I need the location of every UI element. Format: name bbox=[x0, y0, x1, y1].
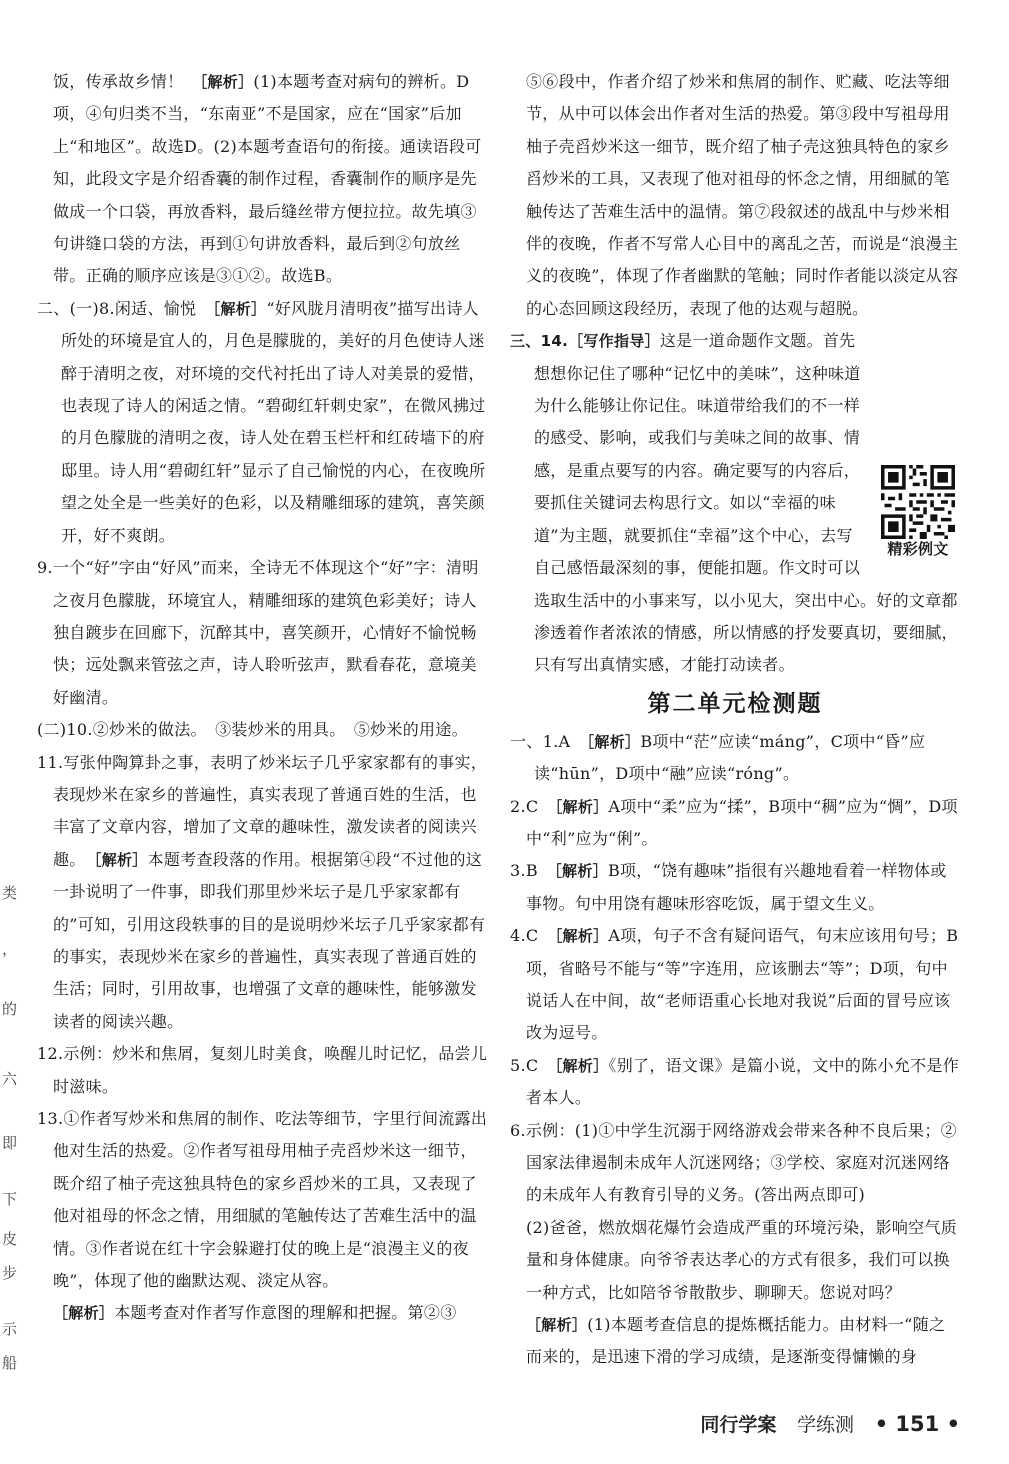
answer-paragraph bbox=[510, 791, 960, 856]
paragraph-text: 13.①作者写炒米和焦屑的制作、吃法等细节，字里行间流露出他对生活的热爱。②作者写祖母用柚子壳舀炒米这一细节，既介绍了柚子壳这独具特色的家乡舀炒米的工具，又表现了他对祖母的怀念之情，用细腻的笔触传达了苦难生活中的温情。③作者说在红十字会躲避打仗的晚上是“浪漫主义的夜晚”，体现了他的幽默达观、淡定从容。 bbox=[37, 1109, 488, 1291]
paragraph-text: 本题考查段落的作用。根据第④段“不过他的这一卦说明了一件事，即我们那里炒米坛子是几乎家家都有的”可知，引用这段轶事的目的是说明炒米坛子几乎家家都有的事实，表现炒米在家乡的普遍性，真实表现了普通百姓的生活；同时，引用故事，也增强了文章的趣味性，能够激发读者的阅读兴趣。 bbox=[53, 849, 486, 1031]
section-title: 第二单元检测题 bbox=[647, 690, 823, 717]
paragraph-text: B项中“茫”应读“máng”，C项中“昏”应读“hūn”，D项中“融”应读“róng”。 bbox=[534, 731, 926, 784]
analysis-tag: ［解析］ bbox=[554, 927, 609, 946]
answer-paragraph bbox=[510, 920, 960, 1050]
binding-edge-marks bbox=[0, 60, 28, 1400]
answer-paragraph bbox=[510, 855, 960, 920]
paragraph-text: 二、(一)8.闲适、愉悦 bbox=[37, 298, 213, 318]
paragraph-text: “好风胧月清明夜”描写出诗人所处的环境是宜人的，月色是朦胧的，美好的月色使诗人迷醉于清明之夜，对环境的交代衬托出了诗人对美景的爱惜，也表现了诗人的闲适之情。“碧砌红轩刺史家”，在微风拂过的月色朦胧的清明之夜，诗人处在碧玉栏杆和红砖墙下的府邸里。诗人用“碧砌红轩”显示了自己愉悦的内心，在夜晚所望之处全是一些美好的色彩，以及精雕细琢的建筑，喜笑颜开，好不爽朗。 bbox=[61, 298, 486, 545]
paragraph-text: 一、1.A bbox=[510, 731, 587, 751]
qr-caption: 精彩例文 bbox=[887, 540, 949, 559]
analysis-tag: ［解析］ bbox=[554, 1056, 609, 1075]
paragraph-text: (二)10.②炒米的做法。 ③装炒米的用具。 ⑤炒米的用途。 bbox=[37, 720, 468, 740]
answer-paragraph bbox=[37, 1297, 493, 1329]
paragraph-text: 这是一道命题作文题。首先想想你记住了哪种“记忆中的美味”，这种味道为什么能够让你记住。味道带给我们的不一样的感受、影响，或我们与美味之间的故事、情感，是重点要写的内容。确定要写的内容后，要抓住关键词去构思行文。如以“幸福的味道”为主题，就要抓住“幸福”这个中心，去写自己感悟最深刻的事，便能扣题。作文时可以选取生活中的小事来写，以小见大，突出中心。好的文章都渗透着作者浓浓的情感，所以情感的抒发要真切，要细腻，只有写出真情实感，才能打动读者。 bbox=[534, 331, 958, 675]
edge-mark: 示 bbox=[2, 1320, 18, 1338]
answer-paragraph bbox=[510, 1212, 960, 1309]
paragraph-text: ⑤⑥段中，作者介绍了炒米和焦屑的制作、贮藏、吃法等细节，从中可以体会出作者对生活的热爱。第③段中写祖母用柚子壳舀炒米这一细节，既介绍了柚子壳这独具特色的家乡舀炒米的工具，又表现了他对祖母的怀念之情，用细腻的笔触传达了苦难生活中的温情。第⑦段叙述的战乱中与炒米相伴的夜晚，作者不写常人心目中的离乱之苦，而说是“浪漫主义的夜晚”，体现了作者幽默的笔触；同时作者能以淡定从容的心态回顾这段经历，表现了他的达观与超脱。 bbox=[526, 72, 959, 318]
answer-paragraph bbox=[37, 66, 493, 293]
answer-paragraph bbox=[37, 552, 493, 714]
answer-paragraph bbox=[510, 1309, 960, 1374]
answer-paragraph bbox=[37, 293, 493, 552]
analysis-tag: ［解析］ bbox=[199, 73, 254, 91]
qr-code-icon[interactable] bbox=[881, 465, 955, 539]
answer-paragraph bbox=[510, 726, 960, 791]
analysis-tag: 三、14.［写作指导］ bbox=[510, 332, 660, 351]
analysis-tag: ［解析］ bbox=[554, 862, 608, 881]
analysis-tag: ［解析］ bbox=[53, 1304, 115, 1323]
paragraph-text: 2.C bbox=[510, 796, 555, 816]
answer-paragraph bbox=[510, 1050, 960, 1115]
answer-paragraph bbox=[510, 66, 960, 325]
left-column bbox=[37, 66, 493, 1330]
writing-guide-block bbox=[510, 325, 960, 681]
answer-paragraph bbox=[37, 1103, 493, 1297]
paragraph-text: A项中“柔”应为“揉”，B项中“稠”应为“惆”，D项中“利”应为“俐”。 bbox=[526, 796, 958, 848]
paragraph-text: B项，“饶有趣味”指很有兴趣地看着一样物体或事物。句中用饶有趣味形容吃饭，属于望文生义。 bbox=[526, 861, 947, 913]
paragraph-text: 11.写张仲陶算卦之事，表明了炒米坛子几乎家家都有的事实，表现炒米在家乡的普遍性，真实表现了普通百姓的生活，也丰富了文章内容，增加了文章的趣味性，激发读者的阅读兴趣。 bbox=[37, 752, 488, 869]
analysis-tag: ［解析］ bbox=[526, 1316, 588, 1335]
analysis-tag: ［解析］ bbox=[586, 732, 641, 751]
paragraph-text: (1)本题考查信息的提炼概括能力。由材料一“随之而来的，是迅速下滑的学习成绩，是逐渐变得慵懒的身 bbox=[526, 1315, 946, 1367]
paragraph-text: (1)本题考查对病句的辨析。D项，④句归类不当，“东南亚”不是国家，应在“国家”后加上“和地区”。故选D。(2)本题考查语句的衔接。通读语段可知，此段文字是介绍香囊的制作过程，香囊制作的顺序是先做成一个口袋，再放香料，最后缝丝带方便拉拉。故先填③句讲缝口袋的方法，再到①句讲放香料，最后到②句放丝带。正确的顺序应该是③①②。故选B。 bbox=[53, 72, 482, 286]
answer-paragraph bbox=[37, 747, 493, 1039]
edge-mark: 步 bbox=[2, 1264, 18, 1282]
paragraph-text: 5.C bbox=[510, 1055, 555, 1075]
answer-paragraph bbox=[37, 1038, 493, 1103]
edge-mark: 下 bbox=[2, 1190, 18, 1208]
page-footer bbox=[700, 1410, 960, 1437]
analysis-tag: ［解析］ bbox=[212, 299, 267, 318]
edge-mark: 船 bbox=[2, 1354, 18, 1372]
paragraph-text: (2)爸爸，燃放烟花爆竹会造成严重的环境污染，影响空气质量和身体健康。向爷爷表达孝心的方式有很多，我们可以换一种方式，比如陪爷爷散散步、聊聊天。您说对吗？ bbox=[526, 1217, 958, 1302]
paragraph-text: 9.一个“好”字由“好风”而来，全诗无不体现这个“好”字：清明之夜月色朦胧，环境宜人，精雕细琢的建筑色彩美好；诗人独自踱步在回廊下，沉醉其中，喜笑颜开，心情好不愉悦畅快；远处飘来管弦之声，诗人聆听弦声，默看春花，意境美好幽清。 bbox=[37, 558, 479, 707]
edge-mark: 六 bbox=[2, 1070, 18, 1088]
right-column bbox=[510, 66, 960, 1374]
qr-code-block[interactable] bbox=[876, 465, 960, 559]
analysis-tag: ［解析］ bbox=[554, 797, 609, 816]
footer-subtitle: 学练测 bbox=[797, 1414, 855, 1436]
paragraph-text: 3.B bbox=[510, 861, 555, 881]
answer-paragraph bbox=[37, 714, 493, 746]
answer-paragraph bbox=[510, 1115, 960, 1212]
edge-mark: ， bbox=[2, 940, 18, 958]
paragraph-text: 《别了，语文课》是篇小说，文中的陈小允不是作者本人。 bbox=[526, 1055, 960, 1108]
paragraph-text: 饭，传承故乡情！ bbox=[53, 72, 200, 91]
paragraph-text: 6.示例：(1)①中学生沉溺于网络游戏会带来各种不良后果；②国家法律遏制未成年人沉迷网络；③学校、家庭对沉迷网络的未成年人有教育引导的义务。(答出两点即可) bbox=[510, 1120, 957, 1205]
paragraph-text: 12.示例：炒米和焦屑，复刻儿时美食，唤醒儿时记忆，品尝儿时滋味。 bbox=[37, 1044, 488, 1096]
analysis-tag: ［解析］ bbox=[93, 850, 148, 869]
edge-mark: 即 bbox=[2, 1134, 18, 1152]
edge-mark: 类 bbox=[2, 884, 18, 902]
paragraph-text: 本题考查对作者写作意图的理解和把握。第②③ bbox=[114, 1303, 457, 1323]
paragraph-text: 4.C bbox=[510, 926, 555, 946]
edge-mark: 皮 bbox=[2, 1230, 18, 1248]
edge-mark: 的 bbox=[2, 1000, 18, 1018]
footer-brand: 同行学案 bbox=[700, 1414, 777, 1436]
paragraph-text: A项，句子不含有疑问语气，句末应该用句号；B项，省略号不能与“等”字连用，应该删去“等”；D项，句中说话人在中间，故“老师语重心长地对我说”后面的冒号应该改为逗号。 bbox=[526, 926, 959, 1043]
page-number: • 151 • bbox=[874, 1412, 960, 1436]
